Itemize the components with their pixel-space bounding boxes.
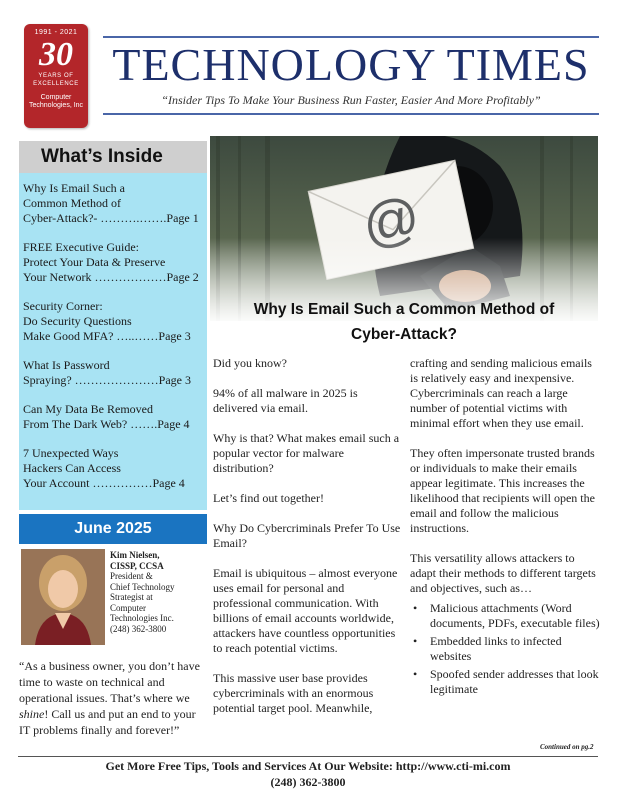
list-item: • Embedded links to infected websites: [410, 634, 600, 664]
attack-method-list: [410, 601, 600, 697]
toc-line: What Is Password: [23, 358, 110, 372]
paragraph: crafting and sending malicious emails is relatively easy and inexpensive. Cybercriminals can reach a large number of potential victims with minimal effort when they use email.: [410, 356, 592, 430]
sidebar-quote: [19, 658, 209, 738]
list-item: • Spoofed sender addresses that look legitimate: [410, 667, 600, 697]
logo-number: 30: [39, 36, 73, 73]
toc-item[interactable]: [23, 358, 203, 388]
toc-line: Common Method of: [23, 196, 121, 210]
toc-line: Make Good MFA? …..……Page 3: [23, 329, 191, 343]
toc-line: From The Dark Web? …….Page 4: [23, 417, 190, 431]
masthead-rule-bottom: [103, 113, 599, 115]
footer-rule: [18, 756, 598, 757]
author-name: Kim Nielsen,: [110, 550, 160, 560]
company-logo: [24, 24, 88, 128]
toc-item[interactable]: [23, 446, 203, 491]
article-title-line: Why Is Email Such a Common Method of: [253, 301, 555, 318]
bio-line: Strategist at: [110, 592, 153, 602]
author-bio: [110, 550, 208, 634]
list-item: • Malicious attachments (Word documents, PDFs, executable files): [410, 601, 600, 631]
paragraph: This versatility allows attackers to adapt their methods to different targets and objectives, such as…: [410, 551, 596, 595]
bio-line: Technologies Inc.: [110, 613, 174, 623]
article-title-line: Cyber-Attack?: [351, 326, 457, 343]
logo-company-2: Technologies, Inc: [28, 102, 84, 109]
paragraph: Why Do Cybercriminals Prefer To Use Email?: [213, 521, 401, 550]
toc-line: Can My Data Be Removed: [23, 402, 153, 416]
paragraph: Let’s find out together!: [213, 491, 324, 505]
footer-website-line[interactable]: Get More Free Tips, Tools and Services At Our Website: http://www.cti-mi.com: [105, 759, 511, 773]
toc-line: FREE Executive Guide:: [23, 240, 139, 254]
article-column-1: [213, 356, 401, 731]
bio-line: Chief Technology: [110, 581, 175, 592]
logo-years: 1991 - 2021: [34, 29, 78, 36]
author-credentials: CISSP, CCSA: [110, 560, 164, 571]
toc-line: Your Account ……………Page 4: [23, 476, 185, 490]
masthead-rule-top: [103, 36, 599, 38]
logo-excellence-2: EXCELLENCE: [33, 81, 79, 87]
toc-item[interactable]: [23, 299, 203, 344]
newsletter-tagline: “Insider Tips To Make Your Business Run Faster, Easier And More Profitably”: [161, 93, 541, 107]
paragraph: They often impersonate trusted brands or individuals to make their emails appear legitimate. This increases the likelihood that recipients will open the email and follow the malicious instructions.: [410, 446, 595, 535]
author-portrait: [21, 549, 105, 645]
toc-item[interactable]: [23, 402, 203, 432]
article-title: [210, 297, 598, 347]
toc-line: Cyber-Attack?- ……….…….Page 1: [23, 211, 199, 225]
paragraph: Did you know?: [213, 356, 287, 370]
toc-line: Security Corner:: [23, 299, 103, 313]
quote-text: ! Call us and put an end to your IT problems finally and forever!”: [19, 707, 196, 737]
quote-emphasis: shine: [19, 707, 45, 721]
issue-month: June 2025: [19, 514, 207, 544]
toc-line: Protect Your Data & Preserve: [23, 255, 166, 269]
table-of-contents: [19, 173, 207, 510]
footer: [18, 758, 598, 790]
toc-line: Do Security Questions: [23, 314, 132, 328]
continued-note: Continued on pg.2: [540, 743, 594, 751]
bio-line: Computer: [110, 602, 146, 613]
quote-text: “As a business owner, you don’t have time to waste on technical and operational issues. That’s where we: [19, 659, 200, 705]
paragraph: Email is ubiquitous – almost everyone uses email for personal and professional communication. With billions of email accounts worldwide, attackers have countless opportunities to reach potential victims.: [213, 566, 398, 655]
toc-item[interactable]: [23, 181, 203, 226]
toc-line: Spraying? …………………Page 3: [23, 373, 191, 387]
newsletter-title: TECHNOLOGY TIMES: [112, 39, 590, 90]
toc-line: Hackers Can Access: [23, 461, 121, 475]
hero-email-image: [210, 136, 598, 321]
toc-item[interactable]: [23, 240, 203, 285]
toc-line: Why Is Email Such a: [23, 181, 125, 195]
bio-phone: (248) 362-3800: [110, 623, 167, 634]
toc-line: 7 Unexpected Ways: [23, 446, 119, 460]
whats-inside-heading: What’s Inside: [19, 141, 207, 173]
paragraph: This massive user base provides cybercriminals with an enormous potential target pool. Meanwhile,: [213, 671, 374, 715]
article-column-2: [410, 356, 600, 700]
paragraph: 94% of all malware in 2025 is delivered via email.: [213, 386, 358, 415]
footer-phone: (248) 362-3800: [270, 775, 346, 789]
bio-line: President &: [110, 571, 153, 581]
toc-line: Your Network ………………Page 2: [23, 270, 199, 284]
paragraph: Why is that? What makes email such a popular vector for malware distribution?: [213, 431, 400, 475]
logo-excellence-1: YEARS OF: [38, 73, 74, 79]
logo-company-1: Computer: [40, 94, 72, 101]
